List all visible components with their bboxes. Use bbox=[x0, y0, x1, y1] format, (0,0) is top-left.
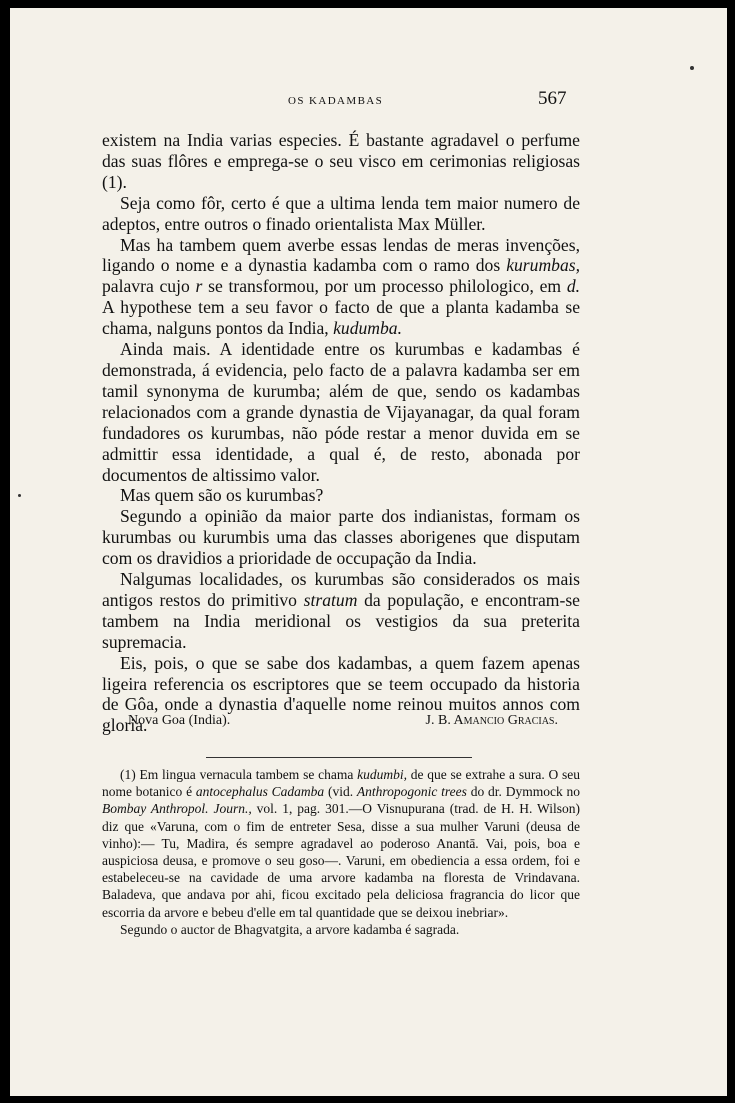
paragraph-text: da população, e encontram-se tambem na India meridional os vestigios da sua preterita supremacia. bbox=[102, 589, 580, 652]
ink-speck bbox=[690, 66, 694, 70]
italic-term: d. bbox=[566, 276, 581, 297]
paragraph bbox=[102, 193, 580, 235]
paragraph-text: Mas ha tambem quem averbe essas lendas de meras invenções, ligando o nome e a dynastia kadamba com o ramo dos bbox=[102, 234, 580, 276]
running-title: OS KADAMBAS bbox=[288, 95, 384, 107]
footnote-text: (1) Em lingua vernacula tambem se chama bbox=[120, 767, 358, 782]
paragraph bbox=[102, 506, 580, 569]
footnote bbox=[102, 766, 580, 938]
footnote-text: (vid. bbox=[324, 784, 357, 800]
signature-place: Nova Goa (India). bbox=[128, 713, 231, 728]
italic-term: antocephalus Cadamba bbox=[195, 784, 325, 800]
italic-term: kurumbas, bbox=[506, 255, 580, 276]
paragraph-text: se transformou, por um processo philologico, em bbox=[202, 276, 567, 297]
signature-author: J. B. Amancio Gracias. bbox=[425, 713, 558, 728]
italic-term: kudumbi, bbox=[357, 767, 407, 782]
paragraph bbox=[102, 235, 580, 340]
page-header bbox=[10, 88, 727, 118]
paragraph bbox=[102, 485, 580, 506]
footnote-paragraph bbox=[102, 766, 580, 921]
paragraph-text: A hypothese tem a seu favor o facto de que a planta kadamba se chama, nalguns pontos da India, bbox=[102, 297, 580, 339]
italic-term: stratum bbox=[303, 589, 358, 610]
footnote-text: Segundo o auctor de Bhagvatgita, a arvore kadamba é sagrada. bbox=[120, 921, 460, 937]
paragraph-text: Ainda mais. A identidade entre os kurumbas e kadambas é demonstrada, á evidencia, pelo facto de a palavra kadamba ser em tamil synonyma de kurumba; além de que, sendo os kadambas relacionados com a grande dynastia de Vijayanagar, da qual foram fundadores os kurumbas, não póde restar a menor duvida em se admittir essa identidade, a qual é, de resto, abonada por documentos de altissimo valor. bbox=[102, 339, 580, 485]
footnote-text: vol. 1, pag. 301.—O Visnupurana (trad. de H. H. Wilson) diz que «Varuna, com o fim de entreter Sesa, disse a sua mulher Varuni (deusa de vinho):— Tu, Madira, és sempre agradavel ao poderoso Anantā. Vai, pois, boa e auspiciosa deusa, e promove o seu goso—. Varuni, em obediencia a essa ordem, foi e estabeleceu-se na cavidade de uma arvore kadamba na floresta de Vrindavana. Baladeva, que andava por ahi, ficou excitado pela deliciosa fragrancia do licor que escorria da arvore e bebeu d'elle em tal quantidade que se deixou inebriar». bbox=[102, 801, 580, 920]
italic-term: Anthropogonic trees bbox=[356, 784, 467, 800]
paragraph-text: existem na India varias especies. É bastante agradavel o perfume das suas flôres e emprega-se o seu visco em cerimonias religiosas (1). bbox=[102, 130, 580, 192]
main-text bbox=[102, 130, 580, 736]
footnote-text: de que se extrahe a sura. O seu nome botanico é bbox=[102, 767, 580, 800]
paragraph-text: Mas quem são os kurumbas? bbox=[120, 485, 324, 506]
footnote-paragraph bbox=[102, 921, 580, 938]
italic-term: r bbox=[195, 276, 203, 297]
paragraph-text: palavra cujo bbox=[102, 276, 196, 297]
book-page bbox=[10, 8, 727, 1096]
italic-term: kudumba. bbox=[333, 318, 403, 339]
paragraph-text: Segundo a opinião da maior parte dos indianistas, formam os kurumbas ou kurumbis uma das classes aborigenes que disputam com os dravidios a prioridade de occupação da India. bbox=[102, 506, 580, 569]
paragraph-text: Seja como fôr, certo é que a ultima lenda tem maior numero de adeptos, entre outros o finado orientalista Max Müller. bbox=[102, 192, 580, 234]
paragraph-text: Eis, pois, o que se sabe dos kadambas, a quem fazem apenas ligeira referencia os escriptores que se teem occupado da historia de Gôa, onde a dynastia d'aquelle nome reinou muitos annos com gloria. bbox=[102, 652, 580, 736]
footnote-text: do dr. Dymmock no bbox=[466, 784, 580, 800]
paragraph bbox=[102, 569, 580, 653]
page-number: 567 bbox=[538, 88, 567, 109]
footnote-divider bbox=[206, 757, 472, 758]
paragraph bbox=[102, 130, 580, 193]
italic-term: Bombay Anthropol. Journ., bbox=[102, 801, 252, 817]
ink-speck bbox=[18, 494, 21, 497]
paragraph bbox=[102, 339, 580, 485]
paragraph-text: Nalgumas localidades, os kurumbas são considerados os mais antigos restos do primitivo bbox=[102, 569, 580, 610]
